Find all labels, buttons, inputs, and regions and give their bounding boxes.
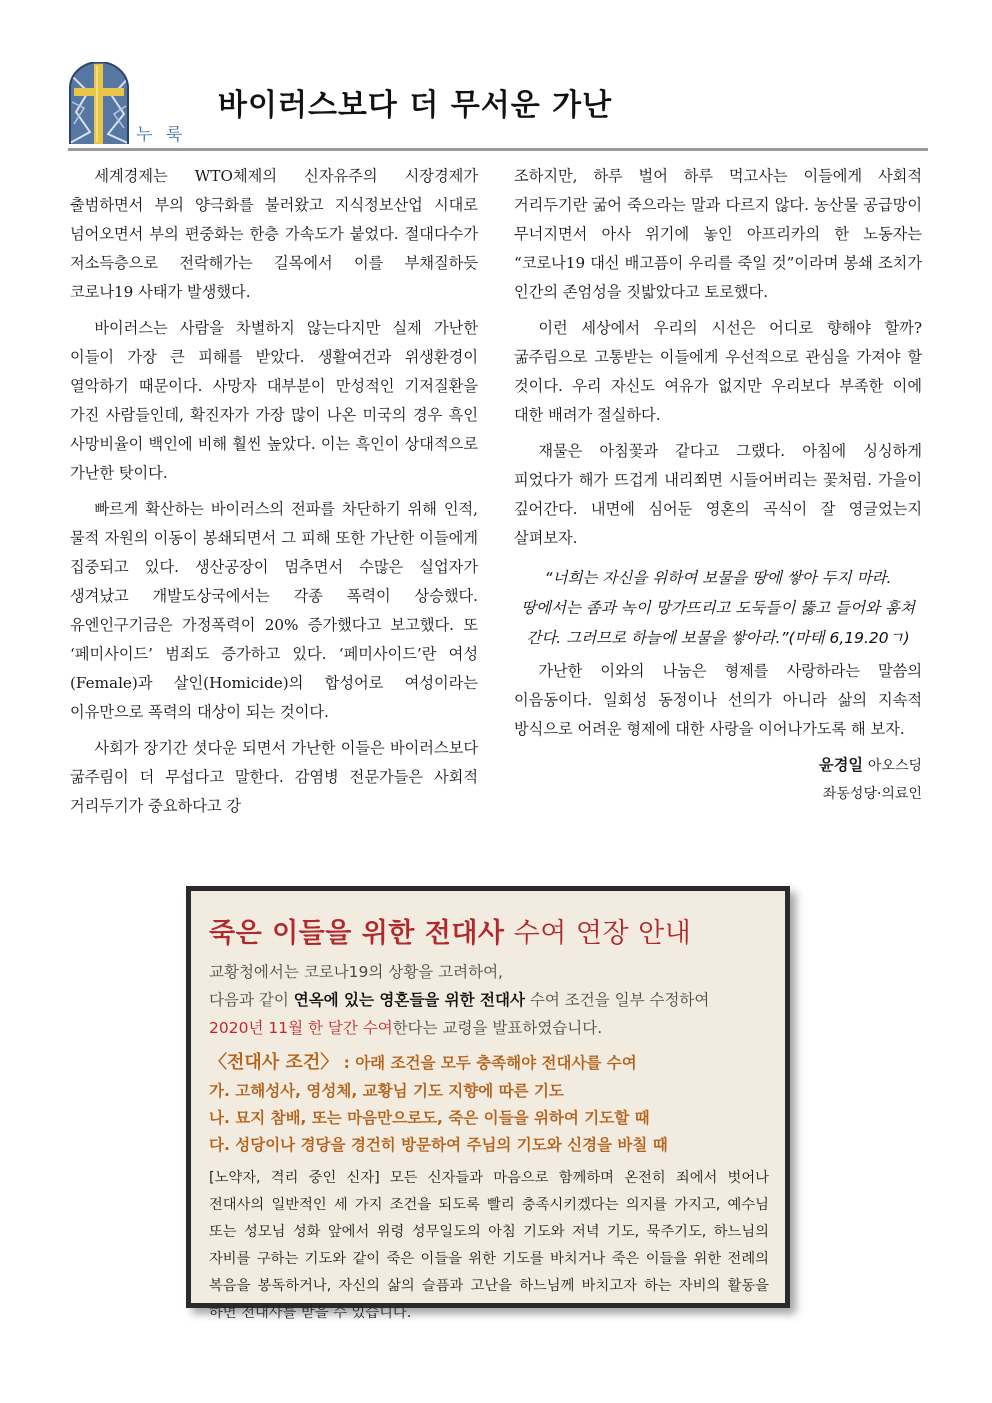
notice-date-highlight: 2020년 11월 한 달간 수여 — [209, 1019, 393, 1037]
author-baptismal-name: 아오스딩 — [867, 758, 922, 774]
notice-text: 다음과 같이 — [209, 991, 294, 1009]
notice-title — [209, 911, 769, 950]
notice-highlight: 연옥에 있는 영혼들을 위한 전대사 — [293, 991, 525, 1009]
article-paragraph: 바이러스는 사람을 차별하지 않는다지만 실제 가난한 이들이 가장 큰 피해를 받았다. 생활여건과 위생환경이 열악하기 때문이다. 사망자 대부분이 만성적인 기저질환을 가진 사람들인데, 확진자가 가장 많이 나온 미국의 경우 흑인 사망비율이 백인에 비해 훨씬 높았다. 이는 흑인이 상대적으로 가난한 탓이다. — [70, 319, 478, 482]
article-paragraph: 조하지만, 하루 벌어 하루 먹고사는 이들에게 사회적 거리두기란 굶어 죽으라는 말과 다르지 않다. 농산물 공급망이 무너지면서 아사 위기에 놓인 아프리카의 한 노동자는 “코로나19 대신 배고픔이 우리를 죽일 것”이라며 봉쇄 조치가 인간의 존엄성을 짓밟았다고 토로했다. — [514, 167, 922, 301]
notice-title-main: 죽은 이들을 위한 전대사 — [209, 918, 505, 949]
article-right-column — [514, 162, 922, 808]
title-divider — [68, 148, 928, 151]
notice-line — [209, 1014, 769, 1042]
section-label: 누 룩 — [136, 125, 187, 145]
author-byline — [514, 751, 922, 808]
article-paragraph: 가난한 이와의 나눔은 형제를 사랑하라는 말씀의 이음동이다. 일회성 동정이나 선의가 아니라 삶의 지속적 방식으로 어려운 형제에 대한 사랑을 이어나가도록 해 보자. — [514, 662, 922, 738]
article-paragraph: 재물은 아침꽃과 같다고 그랬다. 아침에 싱싱하게 피었다가 해가 뜨겁게 내리쬐면 시들어버리는 꽃처럼. 가을이 깊어간다. 내면에 심어둔 영혼의 곡식이 잘 영글었는지 살펴보자. — [514, 442, 922, 547]
author-affiliation: 좌동성당·의료인 — [822, 786, 922, 802]
article-left-column — [70, 162, 478, 828]
article-paragraph: 세계경제는 WTO체제의 신자유주의 시장경제가 출범하면서 부의 양극화를 불러왔고 지식정보산업 시대로 넘어오면서 부의 편중화는 한층 가속도가 붙었다. 절대다수가 저소득층으로 전락해가는 길목에서 이를 부채질하듯 코로나19 사태가 발생했다. — [70, 167, 478, 301]
notice-text: 수여 조건을 일부 수정하여 — [524, 991, 710, 1009]
indulgence-notice-box — [186, 886, 790, 1321]
article-paragraph: 이런 세상에서 우리의 시선은 어디로 향해야 할까? 굶주림으로 고통받는 이들에게 우선적으로 관심을 가져야 할 것이다. 우리 자신도 여유가 없지만 우리보다 부족한 이에 대한 배려가 절실하다. — [514, 319, 922, 424]
condition-item: 가. 고해성사, 영성체, 교황님 기도 지향에 따른 기도 — [209, 1082, 564, 1100]
scripture-quote: “너희는 자신을 위하여 보물을 땅에 쌓아 두지 마라. 땅에서는 좀과 녹이 망가뜨리고 도둑들이 뚫고 들어와 훔쳐 간다. 그러므로 하늘에 보물을 쌓아라.”(마태 6,19.20ㄱ) — [521, 569, 915, 647]
author-name: 윤경일 — [819, 756, 864, 774]
conditions-heading-sub: : 아래 조건을 모두 충족해야 전대사를 수여 — [338, 1054, 637, 1072]
article-paragraph: 사회가 장기간 셧다운 되면서 가난한 이들은 바이러스보다 굶주림이 더 무섭다고 말한다. 감염병 전문가들은 사회적 거리두기가 중요하다고 강 — [70, 739, 478, 815]
condition-item: 나. 묘지 참배, 또는 마음만으로도, 죽은 이들을 위하여 기도할 때 — [209, 1109, 650, 1127]
condition-item: 다. 성당이나 경당을 경건히 방문하여 주님의 기도와 신경을 바칠 때 — [209, 1136, 668, 1154]
conditions-heading — [209, 1048, 769, 1078]
conditions-heading-label: 〈전대사 조건〉 — [209, 1052, 339, 1073]
notice-title-rest: 수여 연장 안내 — [504, 918, 692, 949]
notice-line — [209, 986, 769, 1014]
notice-text: 한다는 교령을 발표하였습니다. — [392, 1019, 603, 1037]
notice-line: 교황청에서는 코로나19의 상황을 고려하여, — [209, 963, 503, 981]
article-paragraph: 빠르게 확산하는 바이러스의 전파를 차단하기 위해 인적, 물적 자원의 이동이 봉쇄되면서 그 피해 또한 가난한 이들에게 집중되고 있다. 생산공장이 멈추면서 수많은 실업자가 생겨났고 개발도상국에서는 각종 폭력이 상승했다. 유엔인구기금은 가정폭력이 20% 증가했다고 보고했다. 또 ‘페미사이드’ 범죄도 증가하고 있다. ‘페미사이드’란 여성(Female)과 살인(Homicide)의 합성어로 여성이라는 이유만으로 폭력의 대상이 되는 것이다. — [70, 500, 478, 721]
stained-glass-cross-logo — [68, 62, 130, 144]
notice-footnote: [노약자, 격리 중인 신자] 모든 신자들과 마음으로 함께하며 온전히 죄에서 벗어나 전대사의 일반적인 세 가지 조건을 되도록 빨리 충족시키겠다는 의지를 가지고, 예수님 또는 성모님 성화 앞에서 위령 성무일도의 아침 기도와 저녁 기도, 묵주기도, 하느님의 자비를 구하는 기도와 같이 죽은 이들을 위한 기도를 바치거나 죽은 이들을 위한 전례의 복음을 봉독하거나, 자신의 삶의 슬픔과 고난을 하느님께 바치고자 하는 자비의 활동을 하면 전대사를 받을 수 있습니다. — [209, 1170, 769, 1321]
page-title: 바이러스보다 더 무서운 가난 — [218, 88, 613, 123]
